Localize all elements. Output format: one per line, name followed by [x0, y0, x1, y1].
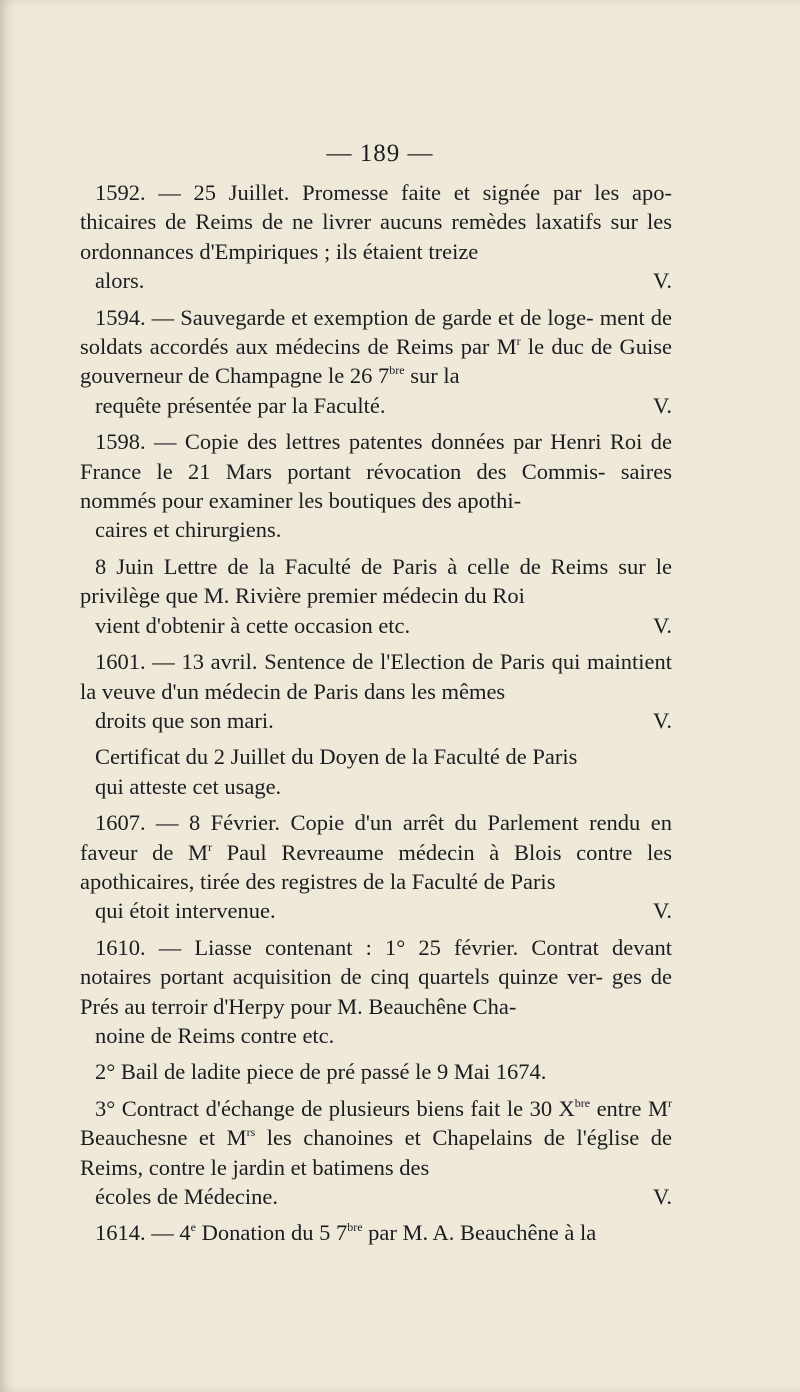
entry-paragraph: [80, 742, 672, 801]
text-line: sur le privilège que M. Rivière premier médecin du Roi: [80, 553, 672, 609]
entry-paragraph: [80, 552, 672, 640]
entry-paragraph: [80, 933, 672, 1051]
paragraph-last-line: [80, 515, 672, 544]
last-line-text: vient d'obtenir à cette occasion etc.: [95, 612, 411, 638]
superscript-abbrev: bre: [347, 1220, 363, 1235]
last-line-text: 2° Bail de ladite piece de pré passé le 9 Mai 1674.: [95, 1059, 547, 1085]
verification-mark: V.: [653, 898, 672, 924]
verification-mark: V.: [653, 392, 672, 418]
text-line: Roi de France le 21 Mars portant révocation des Commis-: [80, 429, 672, 484]
last-line-text: caires et chirurgiens.: [95, 517, 282, 543]
text-line: ges de Prés au terroir d'Herpy pour M. Beauchêne Cha-: [80, 964, 673, 1019]
last-line-text: requête présentée par la Faculté.: [95, 392, 386, 418]
text-line: en faveur de $M^r$ Paul Revreaume médecin à Blois contre: [80, 810, 672, 865]
entry-paragraph: [80, 303, 672, 421]
entry-paragraph: [80, 427, 672, 545]
verification-mark: V.: [653, 707, 672, 733]
entry-paragraph: [80, 647, 672, 735]
entry-paragraph: [80, 1057, 672, 1086]
text-line: 1610. — Liasse contenant : 1° 25 février. Contrat devant: [95, 934, 672, 960]
text-line: 1607. — 8 Février. Copie d'un arrêt du Parlement rendu: [95, 810, 641, 836]
text-line: les apothicaires, tirée des registres de la Faculté de Paris: [80, 839, 672, 894]
verification-mark: V.: [653, 268, 672, 294]
paragraph-last-line: [80, 266, 672, 295]
text-line: maintient la veuve d'un médecin de Paris dans les mêmes: [80, 649, 672, 704]
last-line-text: droits que son mari.: [95, 707, 274, 733]
page-text: [80, 178, 672, 1255]
superscript-abbrev: r: [668, 1095, 672, 1110]
text-line: Certificat du 2 Juillet du Doyen de la Faculté de Paris: [95, 744, 578, 770]
last-line-text: alors.: [95, 268, 145, 294]
text-line: duc de Guise gouverneur de Champagne le 26 $7^{bre}$ sur la: [80, 334, 672, 389]
entry-paragraph: [80, 1094, 672, 1212]
superscript-abbrev: e: [190, 1220, 196, 1235]
verification-mark: V.: [653, 1184, 672, 1209]
last-line-text: 1614. — 4e Donation du 5 $7^{bre}$ par M. A. Beauchêne à la: [95, 1220, 597, 1246]
last-line-text: noine de Reims contre etc.: [95, 1022, 335, 1048]
text-line: notaires portant acquisition de cinq quartels quinze ver-: [80, 964, 603, 990]
superscript-abbrev: r: [208, 839, 213, 854]
superscript-abbrev: bre: [574, 1095, 591, 1110]
entry-paragraph: [80, 1218, 672, 1247]
text-line: 1592. — 25 Juillet. Promesse faite et signée par les apo-: [95, 180, 672, 205]
text-line: 1601. — 13 avril. Sentence de l'Election de Paris qui: [95, 649, 581, 675]
paragraph-last-line: [80, 1021, 672, 1050]
entry-paragraph: [80, 808, 672, 926]
paragraph-last-line: [80, 1218, 672, 1247]
text-line: de l'église de Reims, contre le jardin et batimens des: [80, 1125, 672, 1180]
paragraph-last-line: [80, 1182, 672, 1211]
text-line: 1598. — Copie des lettres patentes données par Henri: [95, 429, 602, 455]
text-line: thicaires de Reims de ne livrer aucuns remèdes laxatifs: [80, 209, 602, 235]
text-line: ment de soldats accordés aux médecins de Reims par $M^r$ le: [80, 304, 672, 360]
paragraph-last-line: [80, 611, 672, 640]
superscript-abbrev: r: [516, 334, 521, 349]
text-line: entre $M^r$ Beauchesne et $M^{rs}$ les chanoines et Chapelains: [80, 1095, 672, 1151]
page-number: — 189 —: [326, 140, 434, 167]
paragraph-last-line: [80, 1057, 672, 1086]
text-line: 8 Juin Lettre de la Faculté de Paris à celle de Reims: [95, 553, 609, 579]
text-line: 3° Contract d'échange de plusieurs biens fait le 30 $X^{bre}$: [95, 1095, 591, 1121]
paragraph-last-line: [80, 706, 672, 735]
paragraph-last-line: [80, 391, 672, 420]
last-line-text: qui atteste cet usage.: [95, 773, 282, 799]
superscript-abbrev: bre: [389, 363, 405, 378]
text-line: saires nommés pour examiner les boutiques des apothi-: [80, 458, 672, 514]
last-line-text: écoles de Médecine.: [95, 1184, 279, 1209]
entry-paragraph: [80, 178, 672, 296]
last-line-text: qui étoit intervenue.: [95, 898, 276, 924]
verification-mark: V.: [653, 612, 672, 638]
superscript-abbrev: rs: [246, 1125, 256, 1140]
text-line: 1594. — Sauvegarde et exemption de garde et de loge-: [95, 304, 594, 330]
paragraph-last-line: [80, 772, 672, 801]
paragraph-last-line: [80, 896, 672, 925]
text-line: sur les ordonnances d'Empiriques ; ils étaient treize: [80, 209, 672, 264]
